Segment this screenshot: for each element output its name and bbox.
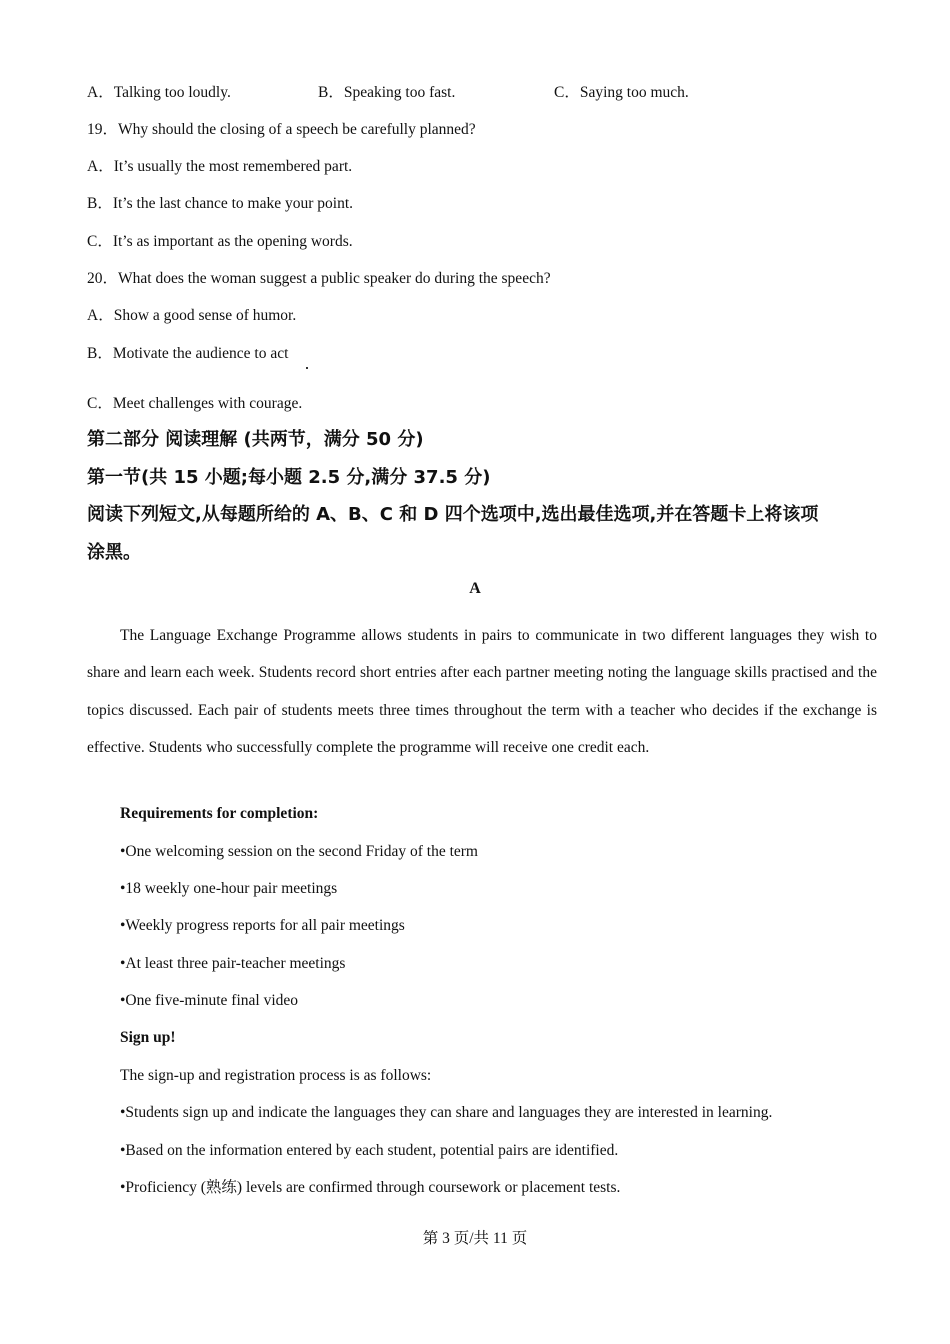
q19-stem: 19．Why should the closing of a speech be carefully planned? bbox=[87, 121, 476, 138]
signup-intro: The sign-up and registration process is as follows: bbox=[120, 1067, 432, 1084]
q18-option-c: C．Saying too much. bbox=[554, 84, 689, 101]
page-footer: 第 3 页/共 11 页 bbox=[422, 1230, 528, 1247]
requirements-heading: Requirements for completion: bbox=[120, 805, 319, 822]
q19-option-c: C．It’s as important as the opening words. bbox=[87, 233, 353, 250]
stray-dot bbox=[306, 367, 308, 369]
part2-heading: 第二部分 阅读理解 (共两节，满分 50 分) bbox=[87, 429, 424, 450]
q19-option-b: B．It’s the last chance to make your point. bbox=[87, 195, 354, 212]
signup-heading: Sign up! bbox=[120, 1029, 176, 1046]
q20-option-b: B．Motivate the audience to act bbox=[87, 345, 289, 362]
q20-stem: 20．What does the woman suggest a public speaker do during the speech? bbox=[87, 270, 551, 287]
requirement-item: •One welcoming session on the second Friday of the term bbox=[120, 843, 478, 860]
signup-step: •Proficiency (熟练) levels are confirmed through coursework or placement tests. bbox=[120, 1179, 621, 1196]
requirement-item: •At least three pair-teacher meetings bbox=[120, 955, 346, 972]
q19-option-a: A．It’s usually the most remembered part. bbox=[87, 158, 353, 175]
q20-option-c: C．Meet challenges with courage. bbox=[87, 395, 303, 412]
q18-option-b: B．Speaking too fast. bbox=[318, 84, 456, 101]
signup-step: •Based on the information entered by each student, potential pairs are identified. bbox=[120, 1142, 619, 1159]
signup-step: •Students sign up and indicate the languages they can share and languages they are interested in learning. bbox=[120, 1104, 773, 1121]
q20-option-a: A．Show a good sense of humor. bbox=[87, 307, 297, 324]
instruction-line-1: 阅读下列短文,从每题所给的 A、B、C 和 D 四个选项中,选出最佳选项,并在答题卡上将该项 bbox=[87, 504, 819, 525]
requirement-item: •Weekly progress reports for all pair meetings bbox=[120, 917, 405, 934]
requirement-item: •One five-minute final video bbox=[120, 992, 299, 1009]
passage-intro: The Language Exchange Programme allows students in pairs to communicate in two different languages they wish to share and learn each week. Students record short entries after each partner meeting noting the language skills practised and the topics discussed. Each pair of students meets three times throughout the term with a teacher who decides if the exchange is effective. Students who successfully complete the programme will receive one credit each. bbox=[87, 627, 877, 756]
q18-option-a: A．Talking too loudly. bbox=[87, 84, 231, 101]
requirement-item: •18 weekly one-hour pair meetings bbox=[120, 880, 338, 897]
passage-title: A bbox=[469, 580, 481, 597]
instruction-line-2: 涂黑。 bbox=[87, 542, 141, 563]
section1-heading: 第一节(共 15 小题;每小题 2.5 分,满分 37.5 分) bbox=[87, 467, 491, 488]
